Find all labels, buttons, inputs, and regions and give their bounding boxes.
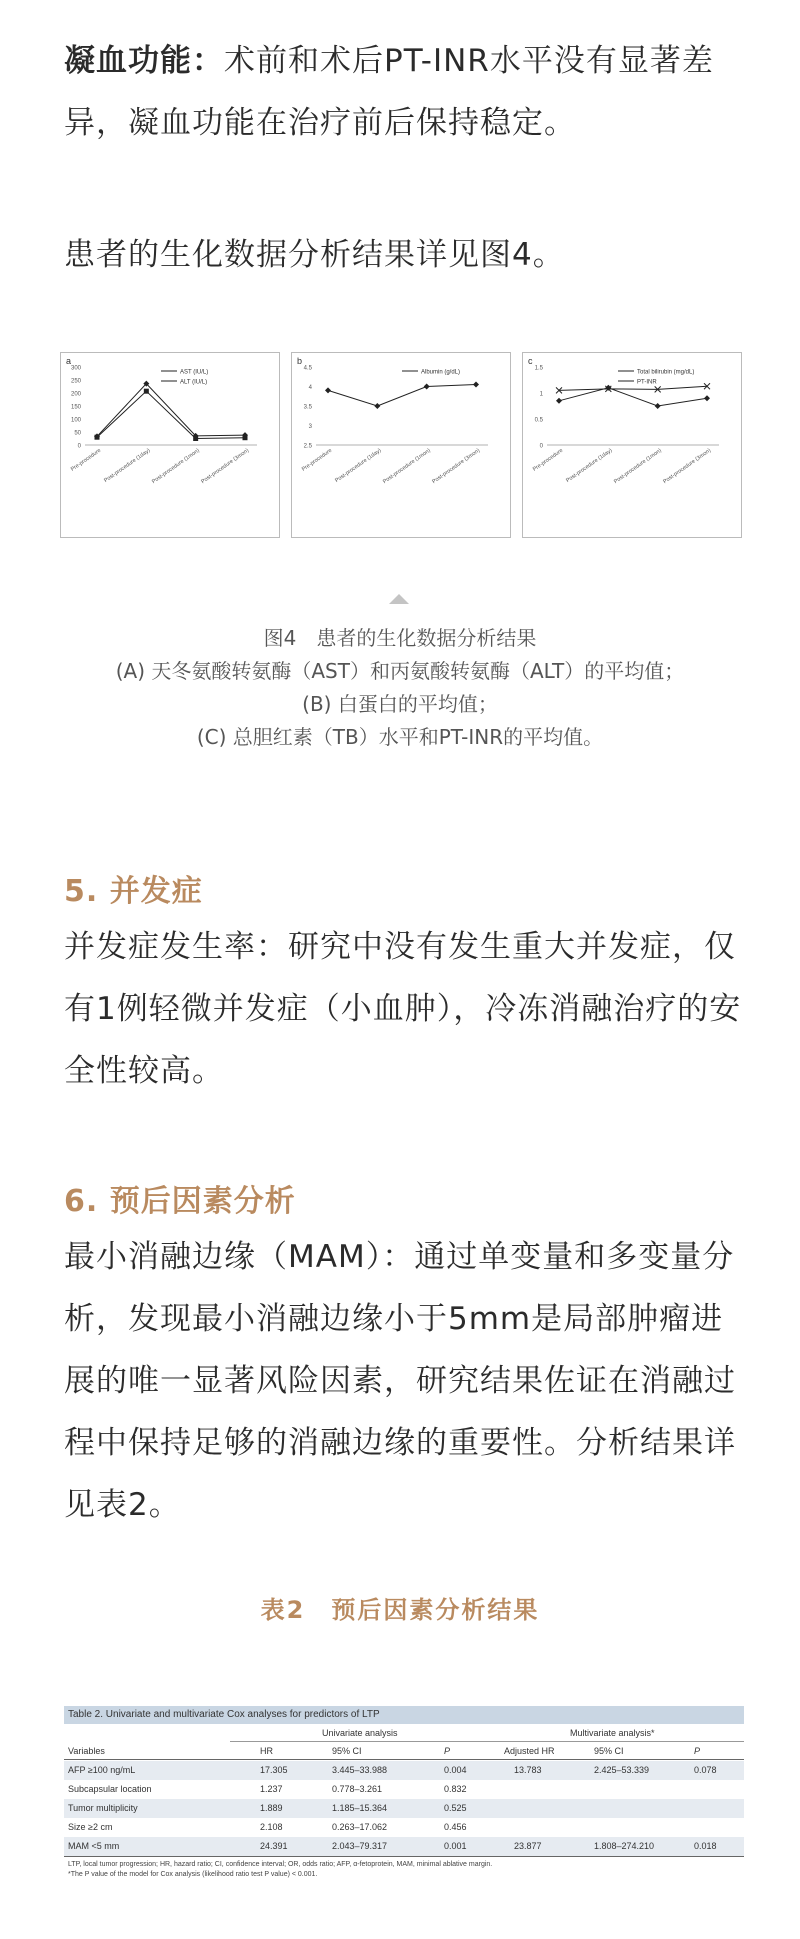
y-tick-label: 50 bbox=[74, 430, 81, 437]
data-point bbox=[424, 384, 430, 390]
chart-panel-c bbox=[522, 352, 742, 538]
data-point bbox=[605, 385, 611, 391]
x-tick-label: Post-procedure (1mon) bbox=[382, 447, 432, 486]
legend-label: ALT (IU/L) bbox=[180, 379, 208, 386]
figure-caption-c: (C) 总胆红素（TB）水平和PT-INR的平均值。 bbox=[196, 725, 604, 749]
panel-label: a bbox=[66, 356, 72, 366]
table-cell: 1.808–274.210 bbox=[594, 1841, 655, 1851]
y-tick-label: 1.5 bbox=[534, 365, 543, 372]
x-tick-label: Post-procedure (3mon) bbox=[662, 447, 713, 486]
x-tick-label: Pre-procedure bbox=[69, 447, 103, 473]
header-p: P bbox=[444, 1746, 451, 1756]
x-tick-label: Post-procedure (1day) bbox=[103, 447, 152, 485]
data-point bbox=[374, 403, 380, 409]
table-cell: 0.018 bbox=[694, 1841, 717, 1851]
section-6-heading: 6. 预后因素分析 bbox=[64, 1184, 296, 1219]
table-cell: 0.525 bbox=[444, 1803, 467, 1813]
x-tick-label: Post-procedure (1day) bbox=[565, 447, 614, 485]
table-cell: 23.877 bbox=[514, 1841, 542, 1851]
legend-label: PT-INR bbox=[637, 379, 657, 386]
x-tick-label: Post-procedure (1mon) bbox=[613, 447, 663, 486]
series-line bbox=[559, 388, 707, 406]
table-caption: Table 2. Univariate and multivariate Cox analyses for predictors of LTP bbox=[64, 1706, 744, 1724]
chart-a-svg bbox=[61, 353, 279, 537]
series-line bbox=[559, 386, 707, 390]
table-cell: 13.783 bbox=[514, 1765, 542, 1775]
table-row bbox=[64, 1780, 744, 1799]
table-cell: 1.185–15.364 bbox=[332, 1803, 388, 1813]
table-cell: 2.425–53.339 bbox=[594, 1765, 650, 1775]
data-point bbox=[95, 435, 100, 440]
coagulation-label: 凝血功能： bbox=[64, 43, 224, 79]
table-cell: 0.832 bbox=[444, 1784, 467, 1794]
series-line bbox=[97, 384, 245, 437]
y-tick-label: 300 bbox=[70, 365, 81, 372]
x-tick-label: Post-procedure (3mon) bbox=[431, 447, 482, 486]
table-cell: 24.391 bbox=[260, 1841, 288, 1851]
figure-caption-b: (B) 白蛋白的平均值； bbox=[302, 692, 498, 716]
data-point bbox=[193, 436, 198, 441]
figure-caption-title: 图4 患者的生化数据分析结果 bbox=[263, 626, 537, 650]
y-tick-label: 0 bbox=[539, 443, 543, 450]
header-hr: HR bbox=[260, 1746, 273, 1756]
table-cell: 1.237 bbox=[260, 1784, 283, 1794]
table-cell: 1.889 bbox=[260, 1803, 283, 1813]
table-cell: Tumor multiplicity bbox=[68, 1803, 138, 1813]
header-ci: 95% CI bbox=[332, 1746, 362, 1756]
panel-label: b bbox=[297, 356, 303, 366]
header-adjusted-hr: Adjusted HR bbox=[504, 1746, 555, 1756]
header-variables: Variables bbox=[68, 1746, 105, 1756]
y-tick-label: 4.5 bbox=[303, 365, 312, 372]
data-point bbox=[243, 435, 248, 440]
table-cell: 0.004 bbox=[444, 1765, 467, 1775]
chart-c-svg bbox=[523, 353, 741, 537]
section-6-text: 最小消融边缘（MAM）：通过单变量和多变量分析，发现最小消融边缘小于5mm是局部肿瘤进展的唯一显著风险因素，研究结果佐证在消融过程中保持足够的消融边缘的重要性。分析结果详见表2。 bbox=[64, 1239, 736, 1523]
x-tick-label: Post-procedure (3mon) bbox=[200, 447, 251, 486]
header-rule bbox=[64, 1759, 744, 1760]
table-label: 表2 预后因素分析结果 bbox=[260, 1596, 540, 1624]
table-cell: 0.778–3.261 bbox=[332, 1784, 383, 1794]
panel-label: c bbox=[528, 356, 533, 366]
table-cell: 0.456 bbox=[444, 1822, 467, 1832]
group-rule-right bbox=[494, 1741, 744, 1742]
table-footnote-2: *The P value of the model for Cox analysis (likelihood ratio test P value) < 0.001. bbox=[68, 1871, 318, 1878]
footer-rule bbox=[64, 1856, 744, 1857]
data-point bbox=[655, 403, 661, 409]
table-cell: 0.001 bbox=[444, 1841, 467, 1851]
data-point bbox=[473, 382, 479, 388]
y-tick-label: 3.5 bbox=[303, 404, 312, 411]
results-table bbox=[64, 1706, 744, 1890]
table-row bbox=[64, 1799, 744, 1818]
chart-b-svg bbox=[292, 353, 510, 537]
table-cell: 3.445–33.988 bbox=[332, 1765, 388, 1775]
y-tick-label: 250 bbox=[70, 378, 81, 385]
y-tick-label: 4 bbox=[308, 385, 312, 391]
y-tick-label: 2.5 bbox=[303, 443, 312, 450]
table-cell: Subcapsular location bbox=[68, 1784, 152, 1794]
figure-caption-a: (A) 天冬氨酸转氨酶（AST）和丙氨酸转氨酶（ALT）的平均值； bbox=[115, 659, 685, 683]
table-cell: 17.305 bbox=[260, 1765, 288, 1775]
x-tick-label: Pre-procedure bbox=[300, 447, 334, 473]
group-multivariate: Multivariate analysis* bbox=[570, 1728, 655, 1738]
table-cell: AFP ≥100 ng/mL bbox=[68, 1765, 136, 1775]
group-rule-left bbox=[230, 1741, 502, 1742]
x-tick-label: Pre-procedure bbox=[531, 447, 565, 473]
data-point bbox=[704, 395, 710, 401]
header-ci-multi: 95% CI bbox=[594, 1746, 624, 1756]
series-line bbox=[97, 391, 245, 438]
y-tick-label: 1 bbox=[539, 391, 543, 398]
section-5-text: 并发症发生率：研究中没有发生重大并发症，仅有1例轻微并发症（小血肿），冷冻消融治疗的安全性较高。 bbox=[64, 929, 742, 1089]
x-tick-label: Post-procedure (1day) bbox=[334, 447, 383, 485]
y-tick-label: 200 bbox=[70, 391, 81, 398]
header-p-multi: P bbox=[694, 1746, 701, 1756]
table-cell: MAM <5 mm bbox=[68, 1841, 120, 1851]
data-point bbox=[325, 387, 331, 393]
coagulation-text: 术前和术后PT-INR水平没有显著差异，凝血功能在治疗前后保持稳定。 bbox=[64, 43, 714, 141]
x-tick-label: Post-procedure (1mon) bbox=[151, 447, 201, 486]
table-cell: 0.078 bbox=[694, 1765, 717, 1775]
section-5-heading: 5. 并发症 bbox=[64, 874, 203, 909]
table-cell: 2.043–79.317 bbox=[332, 1841, 388, 1851]
y-tick-label: 0 bbox=[77, 443, 81, 450]
legend-label: Total bilirubin (mg/dL) bbox=[637, 369, 695, 376]
figure-reference: 患者的生化数据分析结果详见图4。 bbox=[64, 237, 565, 273]
chart-panel-b bbox=[291, 352, 511, 538]
y-tick-label: 0.5 bbox=[534, 417, 543, 424]
y-tick-label: 150 bbox=[70, 404, 81, 411]
legend-label: AST (IU/L) bbox=[180, 369, 209, 376]
table-row bbox=[64, 1818, 744, 1837]
data-point bbox=[144, 389, 149, 394]
table-cell: 2.108 bbox=[260, 1822, 283, 1832]
table-cell: Size ≥2 cm bbox=[68, 1822, 113, 1832]
series-line bbox=[328, 385, 476, 406]
caption-toggle-icon[interactable] bbox=[389, 594, 409, 604]
coagulation-paragraph bbox=[64, 30, 744, 154]
legend-label: Albumin (g/dL) bbox=[421, 369, 461, 376]
data-point bbox=[556, 398, 562, 404]
y-tick-label: 3 bbox=[308, 424, 312, 430]
group-univariate: Univariate analysis bbox=[322, 1728, 398, 1738]
table-footnote-1: LTP, local tumor progression; HR, hazard ratio; CI, confidence interval; OR, odds ratio; AFP, α-fetoprotein, MAM, minimal ablative margin. bbox=[68, 1861, 493, 1868]
chart-panel-a bbox=[60, 352, 280, 538]
y-tick-label: 100 bbox=[70, 417, 81, 424]
table-cell: 0.263–17.062 bbox=[332, 1822, 388, 1832]
